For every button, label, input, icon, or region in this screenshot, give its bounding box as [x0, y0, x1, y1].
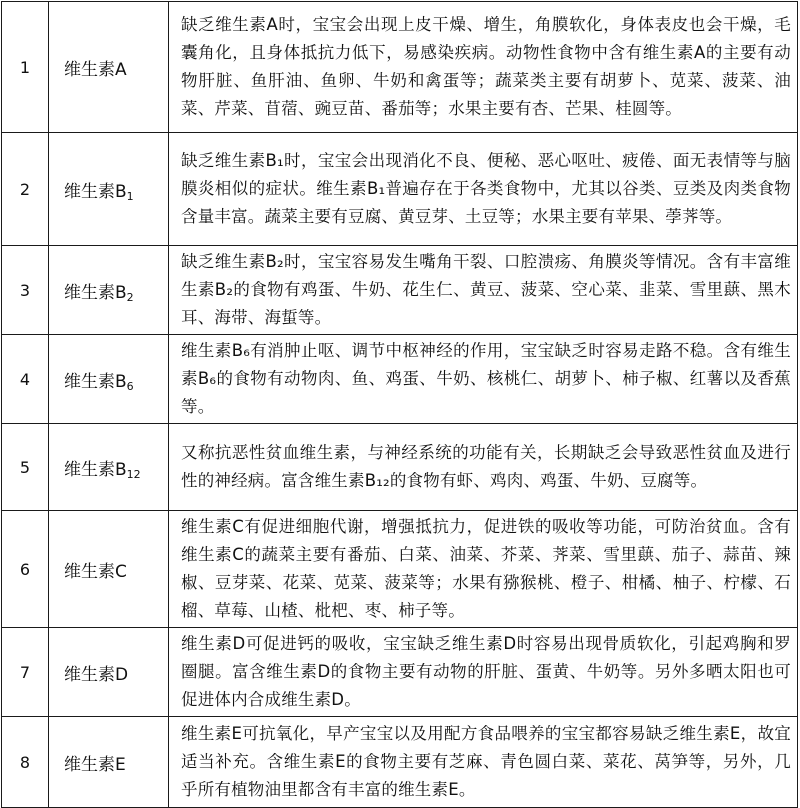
vitamin-description: 维生素E可抗氧化，早产宝宝以及用配方食品喂养的宝宝都容易缺乏维生素E，故宜适当补充。含维生素E的食物主要有芝麻、青色圆白菜、菜花、莴笋等，另外，几乎所有植物油里都含有丰富的维生素E。	[169, 717, 798, 808]
row-number: 5	[2, 424, 49, 511]
vitamin-name-text: 维生素B	[64, 181, 127, 202]
vitamin-description: 维生素C有促进细胞代谢，增强抵抗力，促进铁的吸收等功能，可防治贫血。含有维生素C的蔬菜主要有番茄、白菜、油菜、芥菜、荠菜、雪里蕻、茄子、蒜苗、辣椒、豆芽菜、花菜、苋菜、菠菜等；水果有猕猴桃、橙子、柑橘、柚子、柠檬、石榴、草莓、山楂、枇杷、枣、柿子等。	[169, 511, 798, 628]
vitamin-name	[49, 246, 169, 335]
table-row	[2, 2, 798, 133]
vitamin-name-subscript: 12	[126, 467, 141, 481]
vitamin-name	[49, 717, 169, 808]
vitamin-name-text: 维生素B	[64, 459, 127, 480]
table-row	[2, 717, 798, 808]
vitamin-name-text: 维生素E	[64, 754, 126, 775]
row-number: 8	[2, 717, 49, 808]
row-number: 6	[2, 511, 49, 628]
vitamin-name	[49, 424, 169, 511]
table-row	[2, 335, 798, 424]
vitamin-name-subscript: 1	[126, 189, 134, 203]
vitamin-table	[1, 1, 798, 808]
table-row	[2, 246, 798, 335]
table-row	[2, 511, 798, 628]
row-number: 1	[2, 2, 49, 133]
vitamin-description: 缺乏维生素B₂时，宝宝容易发生嘴角干裂、口腔溃疡、角膜炎等情况。含有丰富维生素B₂的食物有鸡蛋、牛奶、花生仁、黄豆、菠菜、空心菜、韭菜、雪里蕻、黑木耳、海带、海蜇等。	[169, 246, 798, 335]
vitamin-name	[49, 2, 169, 133]
vitamin-name	[49, 628, 169, 717]
table-row	[2, 628, 798, 717]
row-number: 4	[2, 335, 49, 424]
table-row	[2, 424, 798, 511]
vitamin-name-text: 维生素B	[64, 371, 127, 392]
vitamin-name	[49, 133, 169, 246]
row-number: 7	[2, 628, 49, 717]
vitamin-description: 维生素B₆有消肿止呕、调节中枢神经的作用，宝宝缺乏时容易走路不稳。含有维生素B₆的食物有动物肉、鱼、鸡蛋、牛奶、核桃仁、胡萝卜、柿子椒、红薯以及香蕉等。	[169, 335, 798, 424]
vitamin-name-text: 维生素B	[64, 282, 127, 303]
vitamin-name	[49, 511, 169, 628]
vitamin-description: 缺乏维生素B₁时，宝宝会出现消化不良、便秘、恶心呕吐、疲倦、面无表情等与脑膜炎相似的症状。维生素B₁普遍存在于各类食物中，尤其以谷类、豆类及肉类食物含量丰富。蔬菜主要有豆腐、黄豆芽、土豆等；水果主要有苹果、荸荠等。	[169, 133, 798, 246]
vitamin-description: 缺乏维生素A时，宝宝会出现上皮干燥、增生，角膜软化，身体表皮也会干燥，毛囊角化，且身体抵抗力低下，易感染疾病。动物性食物中含有维生素A的主要有动物肝脏、鱼肝油、鱼卵、牛奶和禽蛋等；蔬菜类主要有胡萝卜、苋菜、菠菜、油菜、芹菜、苜蓿、豌豆苗、番茄等；水果主要有杏、芒果、桂圆等。	[169, 2, 798, 133]
row-number: 2	[2, 133, 49, 246]
row-number: 3	[2, 246, 49, 335]
vitamin-name-subscript: 6	[126, 379, 134, 393]
vitamin-name-text: 维生素D	[64, 664, 129, 685]
vitamin-name-subscript: 2	[126, 290, 134, 304]
vitamin-name	[49, 335, 169, 424]
vitamin-description: 维生素D可促进钙的吸收，宝宝缺乏维生素D时容易出现骨质软化，引起鸡胸和罗圈腿。富含维生素D的食物主要有动物的肝脏、蛋黄、牛奶等。另外多晒太阳也可促进体内合成维生素D。	[169, 628, 798, 717]
vitamin-name-text: 维生素A	[64, 59, 127, 80]
vitamin-description: 又称抗恶性贫血维生素，与神经系统的功能有关，长期缺乏会导致恶性贫血及进行性的神经病。富含维生素B₁₂的食物有虾、鸡肉、鸡蛋、牛奶、豆腐等。	[169, 424, 798, 511]
vitamin-name-text: 维生素C	[64, 561, 127, 582]
table-row	[2, 133, 798, 246]
